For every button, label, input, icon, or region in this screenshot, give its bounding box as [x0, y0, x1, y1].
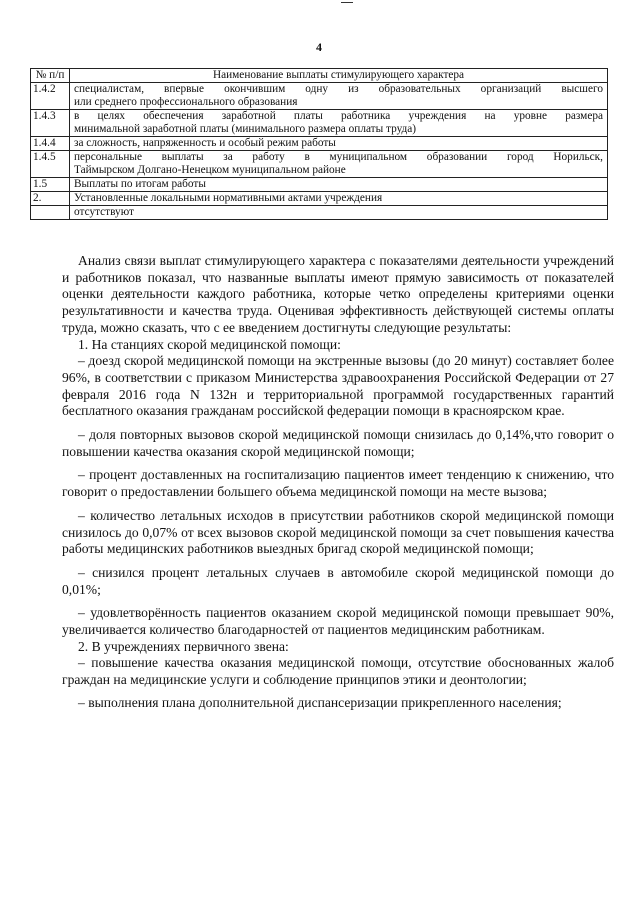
row-text: отсутствуют	[70, 206, 608, 220]
row-number: 1.5	[31, 178, 70, 192]
row-text-line: или среднего профессионального образования	[74, 96, 298, 108]
row-number: 1.4.4	[31, 137, 70, 151]
row-number: 1.4.2	[31, 83, 70, 110]
page-number: 4	[316, 40, 322, 54]
payments-table	[30, 68, 608, 220]
row-number	[31, 206, 70, 220]
table-row	[31, 83, 608, 110]
row-text: Выплаты по итогам работы	[70, 178, 608, 192]
result-item: – доля повторных вызовов скорой медицинской помощи снизилась до 0,14%,что говорит о повышении качества оказания скорой медицинской помощи;	[62, 427, 614, 459]
header-number-cell: № п/п	[31, 69, 70, 83]
result-item: – снизился процент летальных случаев в автомобиле скорой медицинской помощи до 0,01%;	[62, 564, 614, 597]
scan-mark	[341, 2, 353, 3]
intro-paragraph: Анализ связи выплат стимулирующего характера с показателями деятельности учреждений и работников показал, что названные выплаты имеют прямую зависимость от показателей оценки деятельности каждого работника, которые четко определены критериями оценки результативности и качества труда. Оценивая эффективность действующей системы оплаты труда, можно сказать, что с ее введением достигнуты следующие результаты:	[62, 253, 614, 335]
table-row	[31, 137, 608, 151]
row-text-line: минимальной заработной платы (минимального размера оплаты труда)	[74, 123, 417, 135]
row-text	[70, 110, 608, 137]
result-item: – повышение качества оказания медицинской помощи, отсутствие обоснованных жалоб граждан на медицинские услуги и соблюдение принципов этики и деонтологии;	[62, 655, 614, 688]
section-heading-primary-care: 2. В учреждениях первичного звена:	[78, 638, 289, 654]
row-text-line: в целях обеспечения заработной платы работника учреждения на уровне размера	[74, 110, 603, 122]
table-row	[31, 151, 608, 178]
row-text	[70, 151, 608, 178]
table-row	[31, 110, 608, 137]
table-row	[31, 178, 608, 192]
row-text	[70, 83, 608, 110]
row-text-line: Таймырском Долгано-Ненецком муниципальном районе	[74, 164, 346, 176]
row-number: 2.	[31, 192, 70, 206]
row-text: за сложность, напряженность и особый режим работы	[70, 137, 608, 151]
row-text-line: персональные выплаты за работу в муниципальном образовании город Норильск,	[74, 151, 603, 163]
row-number: 1.4.5	[31, 151, 70, 178]
table-row	[31, 192, 608, 206]
result-item: – доезд скорой медицинской помощи на экстренные вызовы (до 20 минут) составляет более 96%, в соответствии с приказом Министерства здравоохранения Российской Федерации от 27 февраля 2016 года N 132н и территориальной программой государственных гарантий бесплатного оказания гражданам российской федерации помощи в красноярском крае.	[62, 353, 614, 419]
table-header-row	[31, 69, 608, 83]
row-number: 1.4.3	[31, 110, 70, 137]
result-item: – процент доставленных на госпитализацию пациентов имеет тенденцию к снижению, что говорит о предоставлении большего объема медицинской помощи на месте вызова;	[62, 467, 614, 500]
result-item: – количество летальных исходов в присутствии работников скорой медицинской помощи снизилось до 0,07% от всех вызовов скорой медицинской помощи за счет повышения качества работы медицинских работников выездных бригад скорой медицинской помощи;	[62, 507, 614, 557]
section-heading-ambulance: 1. На станциях скорой медицинской помощи:	[78, 336, 341, 352]
result-item: – удовлетворённость пациентов оказанием скорой медицинской помощи превышает 90%, увеличивается количество благодарностей от пациентов медицинским работникам.	[62, 605, 614, 638]
document-body	[62, 253, 614, 712]
table-row	[31, 206, 608, 220]
row-text: Установленные локальными нормативными актами учреждения	[70, 192, 608, 206]
row-text-line: специалистам, впервые окончившим одну из образовательных организаций высшего	[74, 83, 603, 95]
result-item: – выполнения плана дополнительной диспансеризации прикрепленного населения;	[78, 694, 562, 710]
header-title-cell: Наименование выплаты стимулирующего характера	[70, 69, 608, 83]
